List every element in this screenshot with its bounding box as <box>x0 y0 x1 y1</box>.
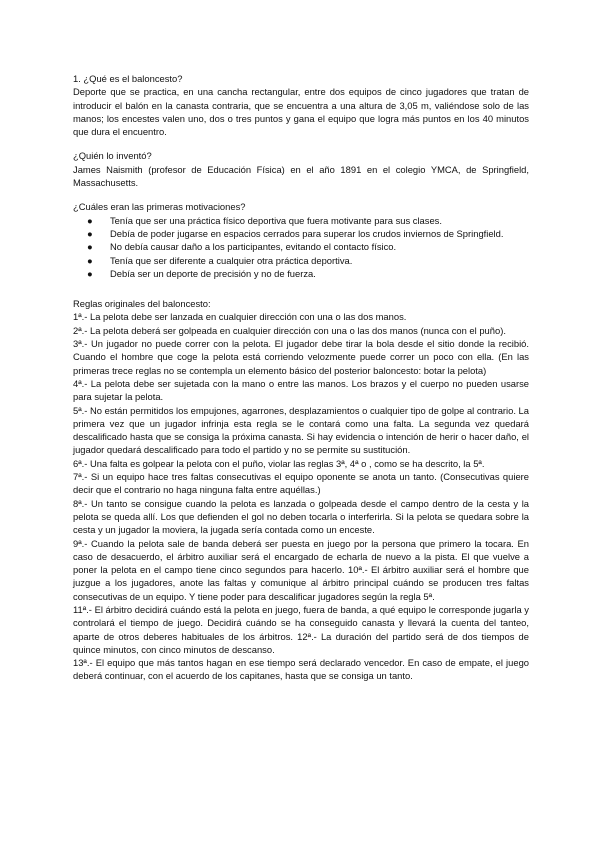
rule-2: 2ª.- La pelota deberá ser golpeada en cualquier dirección con una o las dos manos (nunca con el puño). <box>73 324 506 336</box>
rule-9-10: 9ª.- Cuando la pelota sale de banda deberá ser puesta en juego por la persona que primero la tocara. En caso de desacuerdo, el árbitro auxiliar será el encargado de echarla de nuevo a la pista. El que vuelve a poner la pelota en el campo tiene cinco segundos para hacerlo. 10ª.- El árbitro auxiliar será el hombre que juzgue a los jugadores, anote las faltas y comunique al árbitro principal cuándo se producen tres faltas consecutivas de un equipo. Y tiene poder para descalificar jugadores según la regla 5ª. <box>73 537 529 602</box>
rule-13: 13ª.- El equipo que más tantos hagan en ese tiempo será declarado vencedor. En caso de empate, el juego deberá continuar, con el acuerdo de los capitanes, hasta que se consiga un tanto. <box>73 657 529 682</box>
bullet-icon: ● <box>87 267 93 279</box>
document-page <box>73 72 529 683</box>
section-title-rules: Reglas originales del baloncesto: <box>73 298 211 310</box>
rule-5: 5ª.- No están permitidos los empujones, agarrones, desplazamientos o cualquier tipo de golpe al contrario. La primera vez que un jugador infrinja esta regla se le contará como una falta. La segunda vez quedará descalificado hasta que se consiga la próxima canasta. Si hay evidencia o intención de herir o hacer daño, el jugador quedará descalificado para todo el partido y no se permite su sustitución. <box>73 404 529 456</box>
rule-7: 7ª.- Si un equipo hace tres faltas consecutivas el equipo oponente se anota un tanto. (Consecutivas quiere decir que el contrario no haga ninguna falta entre aquéllas.) <box>73 471 529 496</box>
inventor-paragraph: James Naismith (profesor de Educación Física) en el año 1891 en el colegio YMCA, de Springfield, Massachusetts. <box>73 163 529 189</box>
rule-6: 6ª.- Una falta es golpear la pelota con el puño, violar las reglas 3ª, 4ª o , como se ha descrito, la 5ª. <box>73 457 485 469</box>
bullet-icon: ● <box>87 214 93 226</box>
list-item: ● No debía causar daño a los participantes, evitando el contacto físico. <box>87 241 397 253</box>
rule-3: 3ª.- Un jugador no puede correr con la pelota. El jugador debe tirar la bola desde el sitio donde la recibió. Cuando el hombre que coge la pelota está corriendo velozmente puede correr un poco con ella. (En las primeras trece reglas no se contempla un elemento básico del posterior baloncesto: botar la pelota) <box>73 338 529 376</box>
rule-1: 1ª.- La pelota debe ser lanzada en cualquier dirección con una o las dos manos. <box>73 311 407 323</box>
rule-4: 4ª.- La pelota debe ser sujetada con la mano o entre las manos. Los brazos y el cuerpo no pueden usarse para sujetar la pelota. <box>73 377 529 403</box>
bullet-icon: ● <box>87 227 93 239</box>
list-item: ● Tenía que ser diferente a cualquier otra práctica deportiva. <box>87 254 353 266</box>
definition-paragraph: Deporte que se practica, en una cancha rectangular, entre dos equipos de cinco jugadores que tratan de introducir el balón en la canasta contraria, que se encuentra a una altura de 3,05 m, valiéndose solo de las manos; los encestes valen uno, dos o tres puntos y gana el equipo que logra más puntos en los 40 minutos que dura el encuentro. <box>73 86 529 138</box>
section-title-motivations: ¿Cuáles eran las primeras motivaciones? <box>73 201 246 213</box>
section-title-inventor: ¿Quién lo inventó? <box>73 150 152 162</box>
motivations-list <box>73 214 529 280</box>
list-item: ● Tenía que ser una práctica físico deportiva que fuera motivante para sus clases. <box>87 214 442 226</box>
bullet-icon: ● <box>87 254 93 266</box>
rule-8: 8ª.- Un tanto se consigue cuando la pelota es lanzada o golpeada desde el campo dentro de la cesta y la pelota se queda allí. Los que defienden el gol no deben tocarla o interferirla. Si la pelota se quedara sobre la cesta y un jugador la moviera, la jugada sería contada como un enceste. <box>73 497 529 536</box>
list-item: ● Debía de poder jugarse en espacios cerrados para superar los crudos inviernos de Springfield. <box>87 227 504 239</box>
rule-11-12: 11ª.- El árbitro decidirá cuándo está la pelota en juego, fuera de banda, a qué equipo le corresponde jugarla y controlará el tiempo de juego. Decidirá cuándo se ha conseguido canasta y llevará la cuenta del tanteo, aparte de otros deberes habituales de los árbitros. 12ª.- La duración del partido será de dos tiempos de quince minutos, con cinco minutos de descanso. <box>73 603 529 655</box>
bullet-icon: ● <box>87 241 93 253</box>
list-item: ● Debía ser un deporte de precisión y no de fuerza. <box>87 267 316 279</box>
section-title-what-is: 1. ¿Qué es el baloncesto? <box>73 73 183 84</box>
